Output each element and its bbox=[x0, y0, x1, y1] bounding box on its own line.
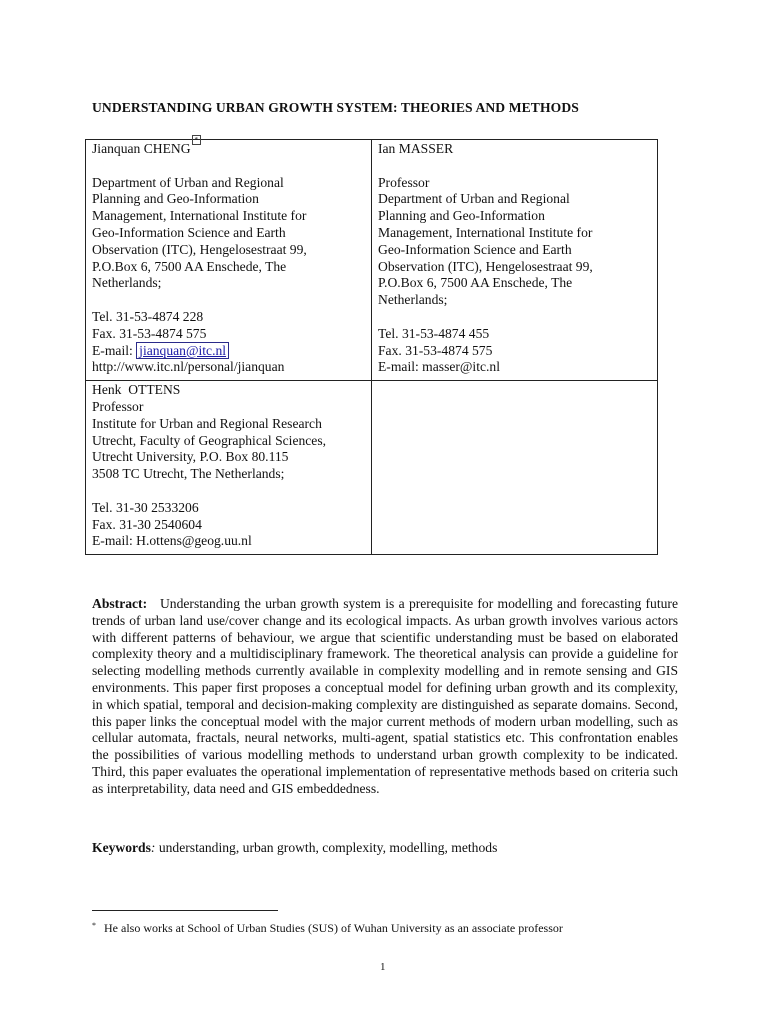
author-cell-cheng bbox=[86, 136, 372, 381]
authors-row-1 bbox=[86, 140, 658, 381]
author-cell-masser bbox=[372, 140, 658, 381]
affiliation-line: Planning and Geo-Information bbox=[378, 208, 545, 224]
authors-row-2 bbox=[86, 381, 658, 555]
email-link[interactable]: jianquan@itc.nl bbox=[136, 342, 229, 359]
affiliation-line: Planning and Geo-Information bbox=[92, 191, 259, 207]
author-tel: Tel. 31-53-4874 455 bbox=[378, 325, 490, 341]
affiliation-line: P.O.Box 6, 7500 AA Enschede, The bbox=[92, 258, 287, 274]
footnote bbox=[92, 921, 692, 936]
author-web[interactable]: http://www.itc.nl/personal/jianquan bbox=[92, 359, 285, 375]
affiliation-line: Utrecht University, P.O. Box 80.115 bbox=[92, 449, 289, 465]
keywords-text: understanding, urban growth, complexity, modelling, methods bbox=[155, 840, 498, 855]
author-name: Ian MASSER bbox=[378, 141, 454, 156]
author-email: E-mail: H.ottens@geog.uu.nl bbox=[92, 533, 252, 549]
author-fax: Fax. 31-30 2540604 bbox=[92, 516, 202, 532]
affiliation-line: 3508 TC Utrecht, The Netherlands; bbox=[92, 466, 285, 482]
affiliation-line: Geo-Information Science and Earth bbox=[378, 241, 572, 257]
author-fax: Fax. 31-53-4874 575 bbox=[378, 342, 493, 358]
affiliation-line: Netherlands; bbox=[378, 292, 448, 308]
email-label: E-mail: bbox=[92, 342, 137, 358]
abstract bbox=[92, 596, 678, 798]
authors-table bbox=[85, 136, 658, 555]
author-role: Professor bbox=[92, 398, 144, 414]
author-name-line bbox=[92, 136, 365, 158]
page-number: 1 bbox=[380, 961, 386, 973]
author-name: Jianquan CHENG bbox=[92, 141, 191, 156]
affiliation-line: Netherlands; bbox=[92, 275, 162, 291]
affiliation-line: Utrecht, Faculty of Geographical Sciences, bbox=[92, 432, 327, 448]
footnote-marker[interactable]: * bbox=[192, 135, 202, 145]
keywords-colon: : bbox=[150, 840, 156, 855]
author-cell-ottens bbox=[86, 381, 372, 555]
author-email: E-mail: masser@itc.nl bbox=[378, 359, 500, 375]
affiliation-line: Institute for Urban and Regional Research bbox=[92, 415, 322, 431]
author-email-line bbox=[92, 343, 365, 360]
affiliation-line: Management, International Institute for bbox=[378, 224, 593, 240]
author-name: Henk OTTENS bbox=[92, 382, 181, 398]
empty-cell bbox=[372, 381, 658, 555]
affiliation-line: Observation (ITC), Hengelosestraat 99, bbox=[378, 258, 593, 274]
affiliation-line: P.O.Box 6, 7500 AA Enschede, The bbox=[378, 275, 573, 291]
abstract-text: Understanding the urban growth system is a prerequisite for modelling and forecasting future trends of urban land use/cover change and its ecological impacts. As urban growth involves various actors with different patterns of behaviour, we argue that scientific understanding must be based on elaborated complexity theory and a multidisciplinary framework. The theoretical analysis can provide a guideline for selecting modelling methods currently available in complexity modelling and in remote sensing and GIS environments. This paper first proposes a conceptual model for defining urban growth and its complexity, in which spatial, temporal and decision-making complexity are distinguished as separate domains. Second, this paper links the conceptual model with the major current methods of modern urban modelling, such as cellular automata, fractals, neural networks, multi-agent, spatial statistics etc. This confrontation enables the possibilities of various modelling methods to understand urban growth complexity to be indicated. Third, this paper evaluates the operational implementation of representative methods based on criteria such as interpretability, data need and GIS embeddedness. bbox=[92, 596, 678, 796]
keywords bbox=[92, 840, 678, 857]
author-role: Professor bbox=[378, 174, 430, 190]
author-tel: Tel. 31-30 2533206 bbox=[92, 499, 199, 515]
affiliation-line: Department of Urban and Regional bbox=[92, 174, 284, 190]
abstract-label: Abstract: bbox=[92, 596, 148, 611]
author-fax: Fax. 31-53-4874 575 bbox=[92, 325, 207, 341]
footnote-text: He also works at School of Urban Studies (SUS) of Wuhan University as an associate professor bbox=[104, 921, 563, 935]
affiliation-line: Department of Urban and Regional bbox=[378, 191, 570, 207]
paper-title: UNDERSTANDING URBAN GROWTH SYSTEM: THEORIES AND METHODS bbox=[92, 100, 579, 115]
footnote-mark: * bbox=[92, 921, 96, 930]
affiliation-line: Observation (ITC), Hengelosestraat 99, bbox=[92, 241, 307, 257]
affiliation-line: Geo-Information Science and Earth bbox=[92, 224, 286, 240]
keywords-label: Keywords bbox=[92, 840, 151, 855]
affiliation-line: Management, International Institute for bbox=[92, 208, 307, 224]
footnote-divider bbox=[92, 910, 278, 911]
author-tel: Tel. 31-53-4874 228 bbox=[92, 308, 204, 324]
